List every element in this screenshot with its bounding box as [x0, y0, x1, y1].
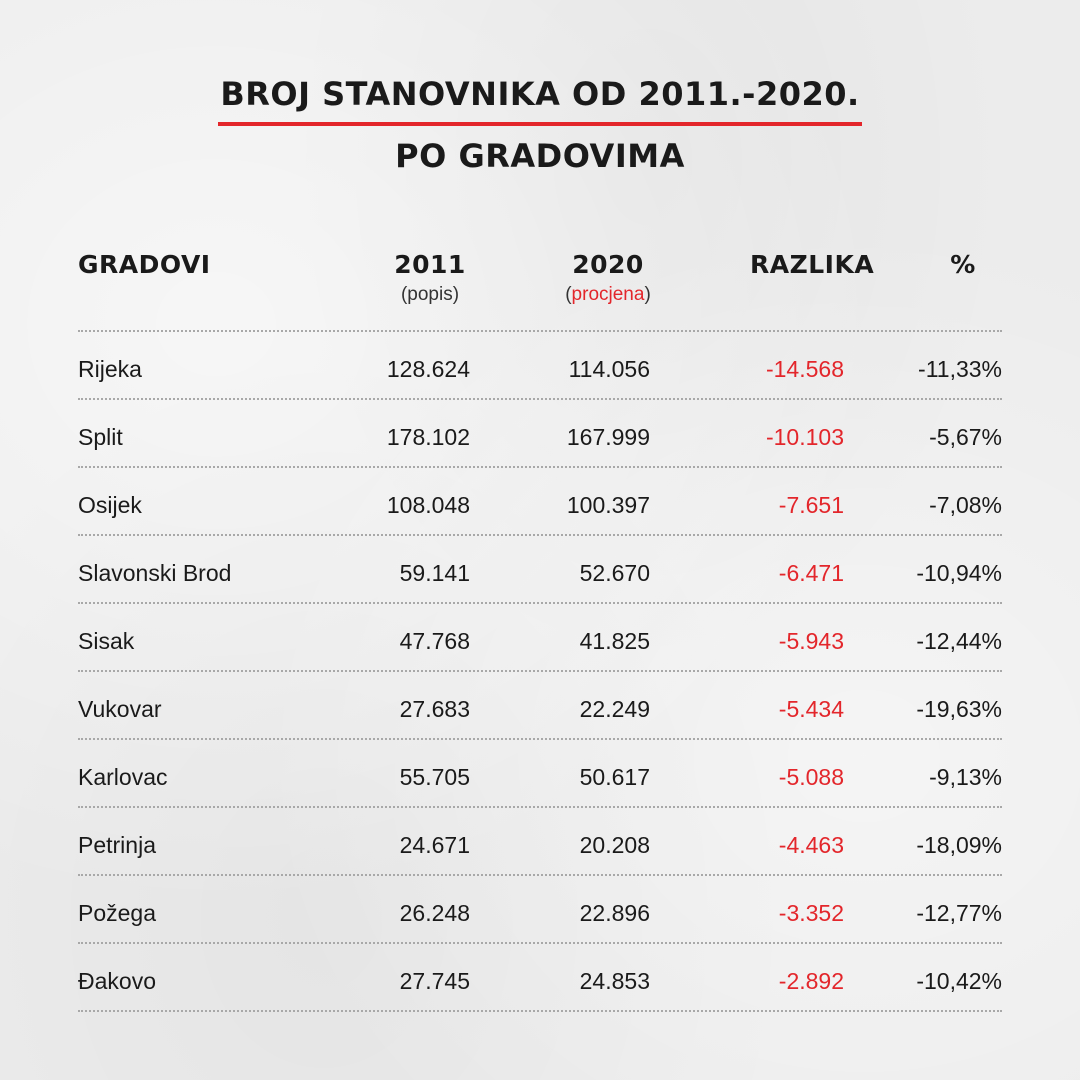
cell-city: Osijek	[78, 492, 142, 518]
cell-city: Slavonski Brod	[78, 560, 232, 586]
cell-2011: 27.683	[399, 696, 470, 722]
title-block	[0, 72, 1080, 178]
cell-pct: -18,09%	[916, 832, 1002, 858]
cell-diff: -3.352	[778, 900, 844, 926]
cell-2011: 178.102	[386, 424, 470, 450]
cell-pct: -12,77%	[916, 900, 1002, 926]
cell-city: Đakovo	[78, 968, 156, 994]
table-row	[78, 810, 1002, 876]
table-row	[78, 742, 1002, 808]
cell-2020: 100.397	[566, 492, 650, 518]
cell-2020: 114.056	[568, 356, 650, 382]
cell-diff: -5.088	[778, 764, 844, 790]
cell-city: Sisak	[78, 628, 135, 654]
cell-2020: 24.853	[579, 968, 650, 994]
cell-city: Petrinja	[78, 832, 156, 858]
cell-pct: -10,94%	[916, 560, 1002, 586]
header-2020-sub-text: procjena	[571, 284, 645, 305]
header-2020-sub: (procjena)	[565, 284, 651, 305]
cell-diff: -14.568	[765, 356, 844, 382]
header-2011-sub-text: popis	[407, 284, 453, 305]
cell-pct: -5,67%	[929, 424, 1002, 450]
header-city: GRADOVI	[78, 250, 211, 279]
cell-diff: -10.103	[765, 424, 844, 450]
table-row	[78, 674, 1002, 740]
table-row	[78, 402, 1002, 468]
cell-2011: 27.745	[399, 968, 470, 994]
cell-2011: 128.624	[386, 356, 470, 382]
cell-city: Split	[78, 424, 123, 450]
table-row	[78, 334, 1002, 400]
header-2011-sub: (popis)	[400, 284, 460, 305]
cell-diff: -5.943	[778, 628, 844, 654]
page-title: BROJ STANOVNIKA OD 2011.-2020.	[218, 72, 861, 126]
header-2020: 2020	[572, 250, 644, 279]
cell-city: Rijeka	[78, 356, 142, 382]
cell-2011: 26.248	[399, 900, 470, 926]
cell-diff: -7.651	[778, 492, 844, 518]
cell-pct: -12,44%	[916, 628, 1002, 654]
cell-2011: 108.048	[386, 492, 470, 518]
cell-diff: -4.463	[778, 832, 844, 858]
table-row	[78, 606, 1002, 672]
table-row	[78, 538, 1002, 604]
cell-2020: 52.670	[579, 560, 650, 586]
table-body	[78, 334, 1002, 1012]
cell-2011: 47.768	[399, 628, 470, 654]
cell-pct: -7,08%	[929, 492, 1002, 518]
cell-2020: 22.896	[579, 900, 650, 926]
header-pct: %	[950, 250, 976, 279]
cell-diff: -2.892	[778, 968, 844, 994]
cell-2011: 59.141	[399, 560, 470, 586]
cell-diff: -6.471	[778, 560, 844, 586]
cell-pct: -11,33%	[918, 356, 1002, 382]
cell-2020: 20.208	[579, 832, 650, 858]
cell-2020: 50.617	[579, 764, 650, 790]
cell-city: Požega	[78, 900, 157, 926]
cell-pct: -9,13%	[929, 764, 1002, 790]
page-subtitle: PO GRADOVIMA	[395, 137, 685, 175]
table-row	[78, 470, 1002, 536]
table-header	[78, 250, 1002, 332]
cell-pct: -10,42%	[916, 968, 1002, 994]
cell-2020: 167.999	[566, 424, 650, 450]
header-2011: 2011	[394, 250, 466, 279]
table-row	[78, 878, 1002, 944]
cell-2011: 55.705	[399, 764, 470, 790]
cell-pct: -19,63%	[916, 696, 1002, 722]
table-row	[78, 946, 1002, 1012]
cell-2020: 22.249	[579, 696, 650, 722]
cell-2020: 41.825	[579, 628, 650, 654]
cell-2011: 24.671	[399, 832, 470, 858]
cell-diff: -5.434	[778, 696, 844, 722]
cell-city: Vukovar	[78, 696, 162, 722]
population-table	[78, 250, 1002, 1012]
header-diff: RAZLIKA	[750, 250, 875, 279]
cell-city: Karlovac	[78, 764, 168, 790]
